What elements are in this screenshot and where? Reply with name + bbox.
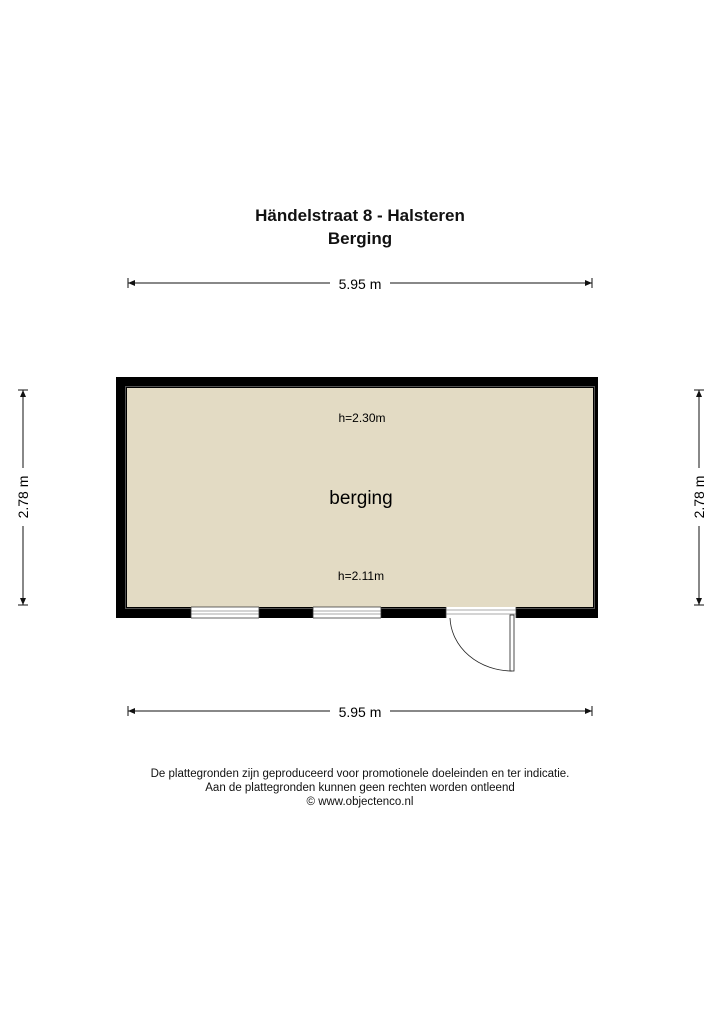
copyright-link[interactable]: © www.objectenco.nl — [306, 796, 414, 808]
dimension-right — [691, 390, 707, 605]
dimension-bottom — [128, 704, 592, 720]
ceiling-height-bottom: h=2.11m — [337, 569, 385, 583]
disclaimer-line-2: Aan de plattegronden kunnen geen rechten worden ontleend — [205, 782, 515, 794]
plan-subtitle: Berging — [327, 229, 393, 248]
dimension-left — [15, 390, 31, 605]
plan-title: Händelstraat 8 - Halsteren — [255, 206, 465, 225]
dimension-right-label: 2.78 m — [691, 475, 707, 519]
door-swing-arc — [450, 618, 512, 671]
dimension-left-label: 2.78 m — [15, 475, 31, 519]
dimension-bottom-label: 5.95 m — [338, 704, 382, 720]
window-1 — [191, 607, 259, 618]
ceiling-height-top: h=2.30m — [338, 411, 386, 425]
dimension-top — [128, 276, 592, 292]
door-leaf — [510, 615, 514, 671]
door — [446, 607, 516, 671]
window-2 — [313, 607, 381, 618]
dimension-top-label: 5.95 m — [338, 276, 382, 292]
room-label: berging — [329, 488, 393, 509]
disclaimer-line-1: De plattegronden zijn geproduceerd voor promotionele doeleinden en ter indicatie. — [150, 768, 570, 780]
